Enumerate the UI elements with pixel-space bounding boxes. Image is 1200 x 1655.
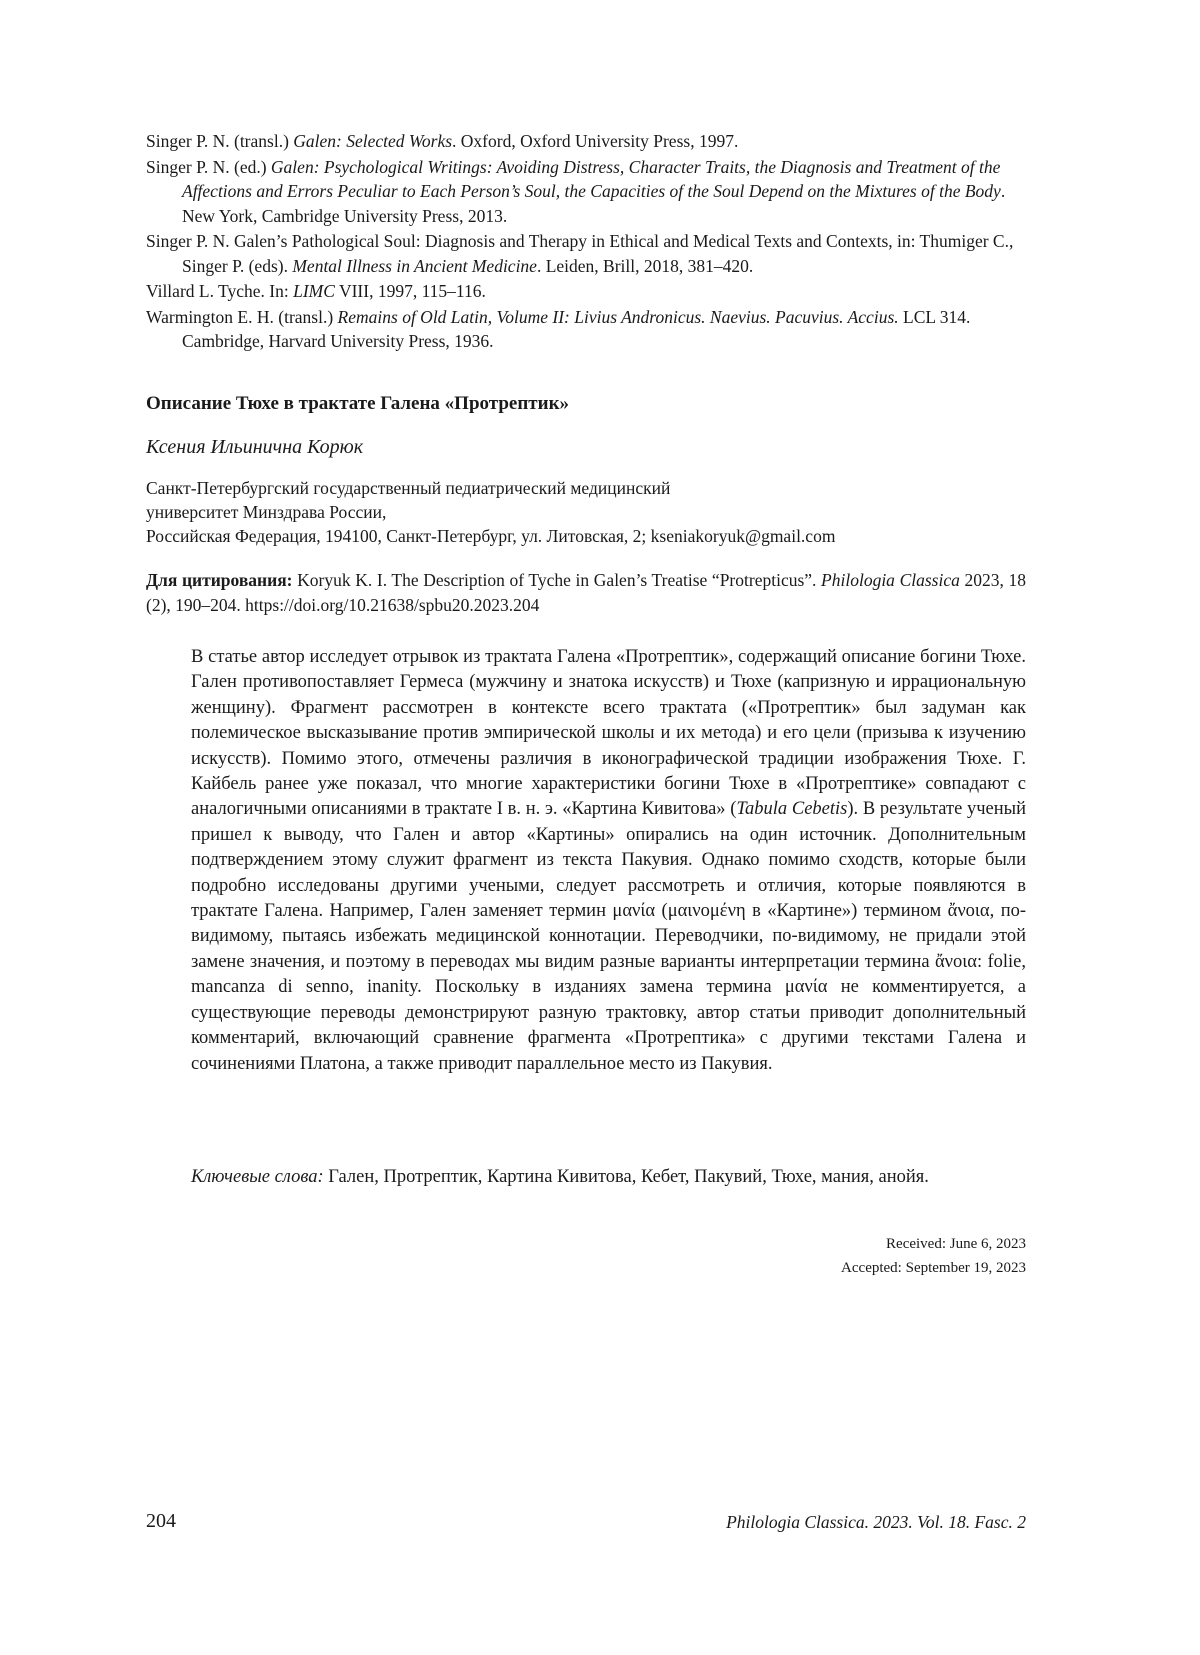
reference-text: VIII, 1997, 115–116. (334, 281, 486, 301)
reference-item (146, 229, 1026, 278)
abstract (191, 645, 1026, 1077)
keywords (191, 1165, 1026, 1190)
keywords-label: Ключевые слова: (191, 1167, 324, 1187)
page-number: 204 (146, 1510, 176, 1532)
reference-item (146, 129, 1026, 154)
references-list (146, 129, 1026, 355)
citation-label: Для цитирования: (146, 570, 293, 590)
citation-text: Koryuk K. I. The Description of Tyche in Galen’s Treatise “Protrepticus”. (292, 570, 822, 590)
reference-text: . Oxford, Oxford University Press, 1997. (452, 131, 739, 151)
abstract-paragraph (191, 645, 1026, 1077)
reference-title: Remains of Old Latin, Volume II: Livius Andronicus. Naevius. Pacuvius. Accius. (337, 306, 899, 327)
reference-title: Galen: Selected Works (293, 131, 453, 151)
reference-title: LIMC (293, 281, 335, 301)
received-date: Received: June 6, 2023 (886, 1236, 1026, 1252)
affiliation-line: Санкт-Петербургский государственный педиатрический медицинский (146, 478, 671, 498)
abstract-text: В статье автор исследует отрывок из трактата Галена «Протрептик», содержащий описание богини Тюхе. Гален противопоставляет Гермеса (мужчину и знатока искусств) и Тюхе (капризную и иррациональную женщину). Фрагмент рассмотрен в контексте всего трактата («Протрептик» был задуман как полемическое высказывание против эмпирической школы и их метода) и его цели (призыва к изучению искусств). Помимо этого, отмечены различия в иконографической традиции изображения Тюхе. Г. Кайбель ранее уже показал, что многие характеристики богини Тюхе в «Протрептике» совпадают с аналогичными описаниями в трактате I в. н. э. «Картина Кивитова» ( (191, 647, 1026, 820)
article-author: Ксения Ильинична Корюк (146, 436, 364, 458)
accepted-date: Accepted: September 19, 2023 (841, 1260, 1026, 1276)
reference-text: Warmington E. H. (transl.) (146, 306, 338, 327)
journal-footer: Philologia Classica. 2023. Vol. 18. Fasc. 2 (726, 1512, 1026, 1532)
article-title: Описание Тюхе в трактате Галена «Протрептик» (146, 393, 570, 414)
affiliation-line: университет Минздрава России, (146, 502, 387, 522)
reference-item (146, 279, 1026, 304)
reference-text: . New York, Cambridge University Press, 2013. (182, 181, 1006, 226)
citation-tail: 2023, 18 (2), 190–204. https://doi.org/10.21638/spbu20.2023.204 (146, 570, 1026, 615)
reference-item (146, 155, 1026, 229)
affiliation-line: Российская Федерация, 194100, Санкт-Петербург, ул. Литовская, 2; kseniakoryuk@gmail.com (146, 526, 836, 546)
reference-text: Singer P. N. (transl.) (146, 131, 294, 151)
reference-title: Galen: Psychological Writings: Avoiding Distress, Character Traits, the Diagnosis and Treatment of the Affections and Errors Peculiar to Each Person’s Soul, the Capacities of the Soul Depend on the Mixtures of the Body (182, 156, 1001, 201)
reference-title: Mental Illness in Ancient Medicine (292, 255, 537, 276)
reference-text: Villard L. Tyche. In: (146, 281, 294, 301)
author-affiliation (146, 476, 1026, 548)
reference-text: Singer P. N. (ed.) (146, 156, 271, 177)
citation-journal: Philologia Classica (821, 570, 960, 590)
reference-text: Singer P. N. Galen’s Pathological Soul: Diagnosis and Therapy in Ethical and Medical Texts and Contexts, in: Thumiger C., Singer P. (eds). (146, 231, 1014, 276)
citation-block (146, 568, 1026, 617)
abstract-text: ). В результате ученый пришел к выводу, что Гален и автор «Картины» опирались на один источник. Дополнительным подтверждением этому служит фрагмент из текста Пакувия. Однако помимо сходств, которые были подробно исследованы другими учеными, следует рассмотреть и отличия, которые появляются в трактате Галена. Например, Гален заменяет термин μανία (μαινομένη в «Картине») термином ἄνοια, по-видимому, пытаясь избежать медицинской коннотации. Переводчики, по-видимому, не придали этой замене значения, и поэтому в переводах мы видим разные варианты интерпретации термина ἄνοια: folie, mancanza di senno, inanity. Поскольку в изданиях замена термина μανία не комментируется, а существующие переводы демонстрируют разную трактовку, автор статьи приводит дополнительный комментарий, включающий сравнение фрагмента «Протрептика» с другими текстами Галена и сочинениями Платона, а также приводит параллельное место из Пакувия. (191, 799, 1026, 1074)
article-dates (841, 1232, 1026, 1280)
abstract-italic-text: Tabula Cebetis (736, 799, 848, 820)
reference-text: . Leiden, Brill, 2018, 381–420. (536, 255, 754, 276)
keywords-text: Гален, Протрептик, Картина Кивитова, Кебет, Пакувий, Тюхе, мания, анойя. (323, 1167, 929, 1187)
reference-item (146, 305, 1026, 354)
reference-text: LCL 314. Cambridge, Harvard University Press, 1936. (182, 306, 971, 351)
